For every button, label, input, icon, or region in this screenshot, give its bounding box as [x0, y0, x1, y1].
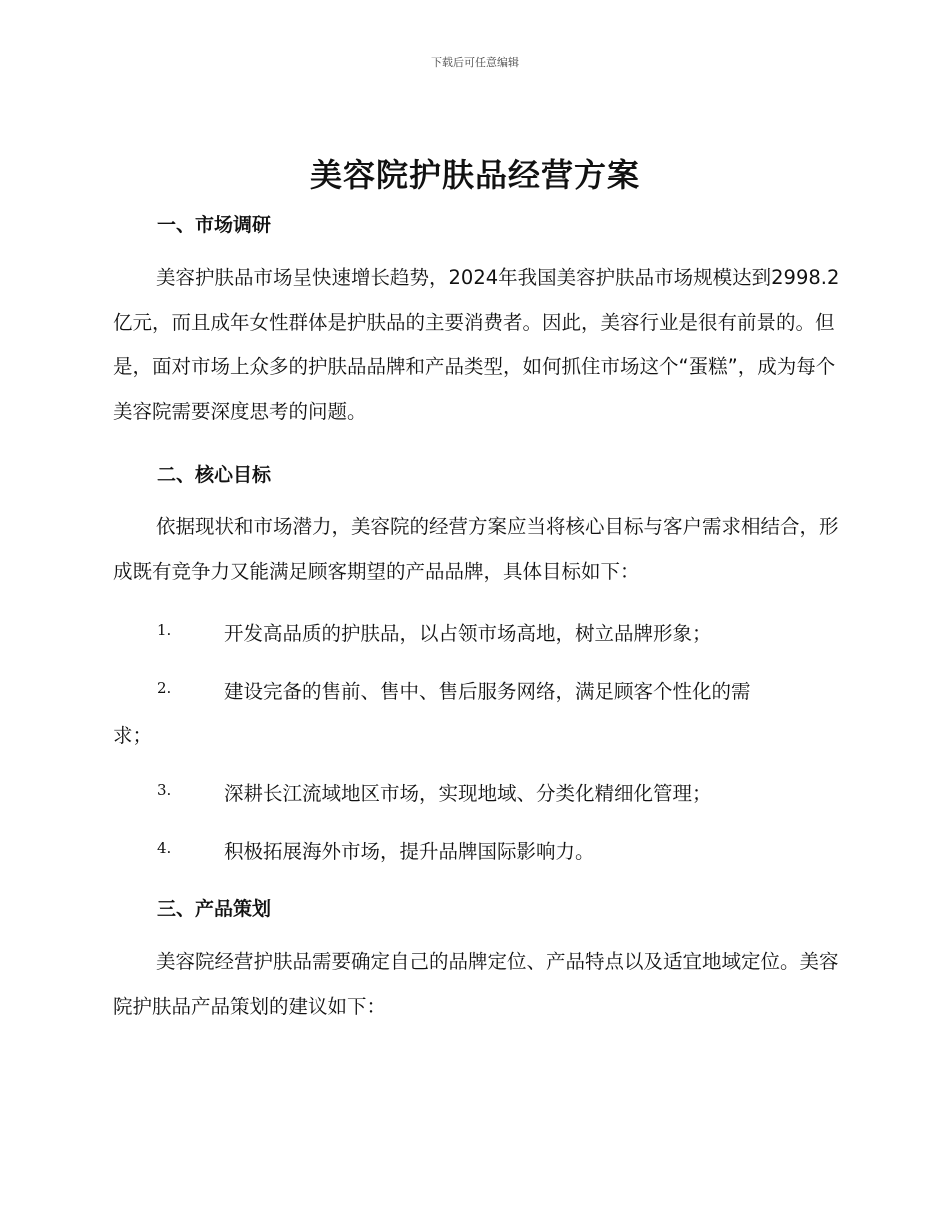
list-item-text: 建设完备的售前、售中、售后服务网络，满足顾客个性化的需 — [224, 680, 751, 703]
list-item-number: 2. — [157, 679, 172, 697]
list-item-continuation: 求； — [113, 724, 153, 747]
document-title: 美容院护肤品经营方案 — [309, 156, 640, 194]
list-item-text: 深耕长江流域地区市场，实现地域、分类化精细化管理； — [224, 782, 712, 805]
product-planning-paragraph: 美容院经营护肤品需要确定自己的品牌定位、产品特点以及适宜地域定位。美容院护肤品产品策划的建议如下： — [113, 950, 839, 1018]
list-item-text: 开发高品质的护肤品，以占领市场高地，树立品牌形象； — [224, 622, 712, 645]
list-item-number: 4. — [157, 839, 172, 857]
list-item-text: 积极拓展海外市场，提升品牌国际影响力。 — [224, 840, 595, 863]
section-heading-market-research: 一、市场调研 — [157, 214, 272, 236]
core-goals-paragraph: 依据现状和市场潜力，美容院的经营方案应当将核心目标与客户需求相结合，形成既有竞争力又能满足顾客期望的产品品牌，具体目标如下： — [113, 515, 839, 583]
section-heading-core-goals: 二、核心目标 — [157, 464, 272, 486]
list-item-number: 3. — [157, 781, 172, 799]
list-item-number: 1. — [157, 621, 172, 639]
section-heading-product-planning: 三、产品策划 — [157, 898, 272, 920]
market-research-paragraph: 美容护肤品市场呈快速增长趋势，2024年我国美容护肤品市场规模达到2998.2亿元，而且成年女性群体是护肤品的主要消费者。因此，美容行业是很有前景的。但是，面对市场上众多的护肤品品牌和产品类型，如何抓住市场这个“蛋糕”，成为每个美容院需要深度思考的问题。 — [113, 266, 840, 424]
page-header: 下载后可任意编辑 — [431, 56, 519, 69]
